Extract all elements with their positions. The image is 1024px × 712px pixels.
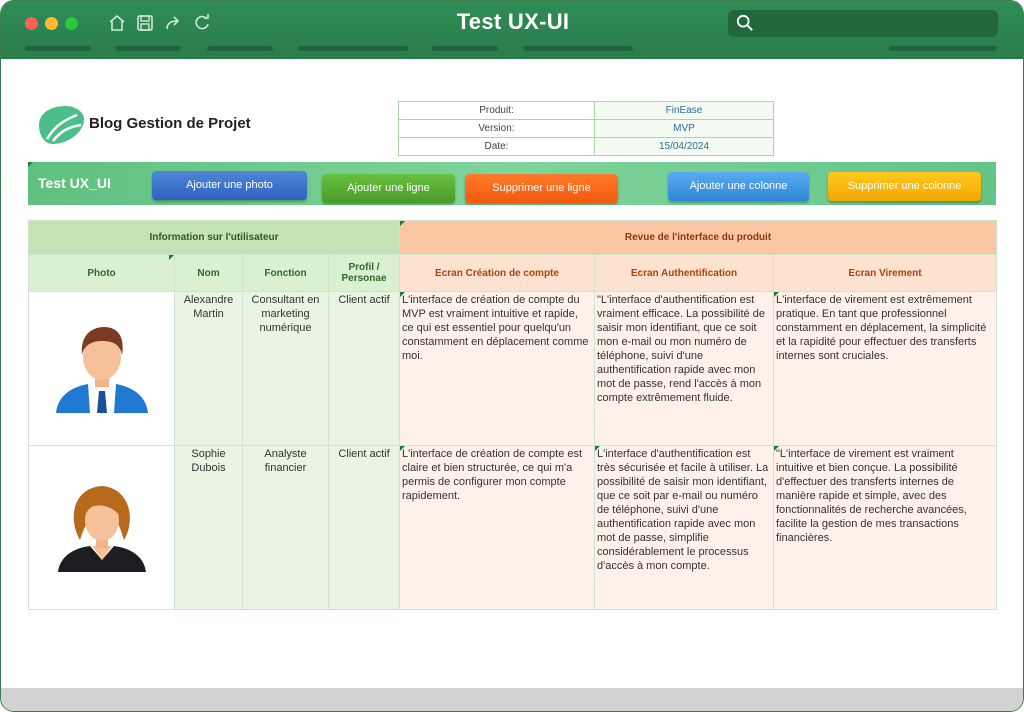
role-cell[interactable]: Analyste financier — [243, 446, 329, 610]
name-cell[interactable]: Alexandre Martin — [175, 292, 243, 446]
col-header-screen-auth: Ecran Authentification — [595, 255, 774, 292]
profile-cell[interactable]: Client actif — [329, 292, 400, 446]
review-cell[interactable] — [400, 292, 595, 446]
male-avatar-icon — [54, 321, 150, 413]
cell-marker — [400, 221, 405, 226]
review-text: L'interface de virement est extrêmement pratique. En tant que professionnel constamment en déplacement, la simplicité et la rapidité pour effectuer des transferts internes sont cruciales. — [776, 294, 987, 362]
toolbar-placeholder — [115, 46, 181, 51]
meta-value[interactable]: FinEase — [595, 102, 774, 120]
meta-label: Produit: — [399, 102, 595, 120]
toolbar-placeholder — [298, 46, 408, 51]
review-cell[interactable] — [774, 446, 997, 610]
review-cell[interactable] — [774, 292, 997, 446]
toolbar-placeholder — [432, 46, 498, 51]
toolbar-placeholder — [207, 46, 273, 51]
cell-marker — [774, 446, 779, 451]
cell-marker — [169, 255, 174, 260]
review-cell[interactable] — [595, 446, 774, 610]
meta-label: Date: — [399, 138, 595, 156]
review-text: "L'interface de virement est vraiment intuitive et bien conçue. La possibilité d'effectuer des transferts internes de manière rapide et simple, avec des fonctionnalités de recherche avancées, facilite la gestion de mes transactions financières. — [776, 448, 967, 544]
cell-marker — [400, 446, 405, 451]
status-bar — [1, 688, 1024, 712]
review-text: L'interface de création de compte est claire et bien structurée, ce qui m'a permis de configurer mon compte rapidement. — [402, 448, 583, 502]
photo-cell[interactable] — [29, 292, 175, 446]
toolbar-placeholder — [523, 46, 633, 51]
photo-cell[interactable] — [29, 446, 175, 610]
review-text: L'interface d'authentification est très sécurisée et facile à utiliser. La possibilité de saisir mon identifiant, que ce soit par e-mail ou numéro de téléphone, suivi d'une authentification rapide avec mon mot de passe, simplifie considérablement le processus d'accès à mon compte. — [597, 448, 769, 572]
meta-row-date — [399, 138, 774, 156]
add-photo-button[interactable]: Ajouter une photo — [152, 171, 307, 200]
role-cell[interactable]: Consultant en marketing numérique — [243, 292, 329, 446]
meta-label: Version: — [399, 120, 595, 138]
review-text: "L'interface d'authentification est vraiment efficace. La possibilité de saisir mon identifiant, que ce soit mon e-mail ou mon numéro de téléphone, suivi d'une authentification rapide avec mon mot de passe, rend l'accès à mon compte extrêmement fluide. — [597, 294, 765, 404]
table-row — [29, 292, 997, 446]
delete-row-button[interactable]: Supprimer une ligne — [465, 174, 618, 203]
action-bar — [28, 162, 996, 205]
window-title: Test UX-UI — [456, 9, 570, 34]
group-review-label: Revue de l'interface du produit — [624, 232, 772, 243]
meta-row-version — [399, 120, 774, 138]
name-cell[interactable]: Sophie Dubois — [175, 446, 243, 610]
col-header-role: Fonction — [243, 255, 329, 292]
column-header-row — [29, 255, 997, 292]
cell-marker — [400, 292, 405, 297]
title-bar — [1, 1, 1024, 59]
col-header-label: Photo — [87, 267, 116, 279]
add-row-button[interactable]: Ajouter une ligne — [322, 174, 455, 203]
cell-marker — [595, 446, 600, 451]
group-header-row — [29, 221, 997, 255]
group-user-header: Information sur l'utilisateur — [29, 221, 400, 255]
col-header-screen-transfer: Ecran Virement — [774, 255, 997, 292]
col-header-name: Nom — [175, 255, 243, 292]
col-header-profile: Profil / Personae — [329, 255, 400, 292]
group-review-header — [400, 221, 997, 255]
review-cell[interactable] — [400, 446, 595, 610]
toolbar-placeholder — [25, 46, 91, 51]
col-header-photo — [29, 255, 175, 292]
search-input[interactable] — [728, 10, 998, 37]
table-row — [29, 446, 997, 610]
review-cell[interactable] — [595, 292, 774, 446]
sheet-title: Test UX_UI — [38, 175, 111, 191]
toolbar-placeholder — [889, 46, 997, 51]
meta-row-product — [399, 102, 774, 120]
review-table — [28, 220, 997, 610]
search-icon — [736, 14, 754, 32]
delete-column-button[interactable]: Supprimer une colonne — [828, 172, 981, 201]
meta-value[interactable]: MVP — [595, 120, 774, 138]
meta-value[interactable]: 15/04/2024 — [595, 138, 774, 156]
cell-marker — [774, 292, 779, 297]
profile-cell[interactable]: Client actif — [329, 446, 400, 610]
logo-text: Blog Gestion de Projet — [89, 115, 251, 132]
col-header-screen-account: Ecran Création de compte — [400, 255, 595, 292]
cell-marker — [28, 162, 33, 167]
add-column-button[interactable]: Ajouter une colonne — [668, 172, 809, 201]
blog-logo-icon — [37, 105, 85, 145]
review-text: L'interface de création de compte du MVP est vraiment intuitive et rapide, ce qui est essentiel pour quelqu'un constamment en déplacement comme moi. — [402, 294, 589, 362]
female-avatar-icon — [54, 480, 150, 572]
meta-table — [398, 101, 774, 156]
